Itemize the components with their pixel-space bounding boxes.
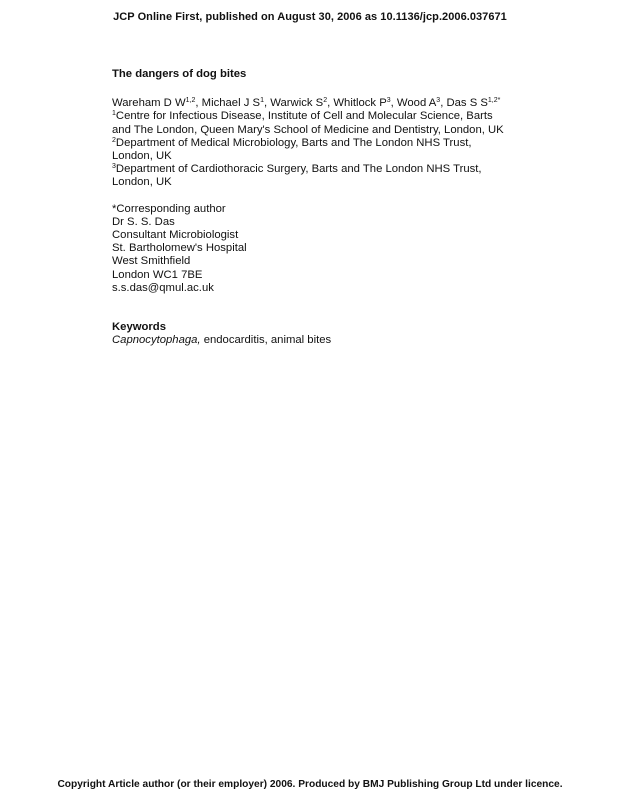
author-name: Michael J S: [201, 97, 261, 110]
author-list: Wareham D W$^{1,2}$, Michael J $S^1$, Warwick $S^2$, Whitlock $P^3$, Wood $A^3$, Das S $S^{1,2*}$: [112, 97, 501, 110]
corresponding-author-role: Consultant Microbiologist: [112, 229, 239, 242]
author-name: Whitlock P: [333, 97, 387, 110]
keywords-list: [112, 334, 512, 347]
corresponding-author-city: London WC1 7BE: [112, 268, 203, 281]
author-affiliation-marker: 3: [436, 97, 441, 105]
affiliation-2: [112, 137, 512, 163]
author-name: Wareham D W: [112, 97, 186, 110]
author-affiliation-marker: 1,2*: [487, 97, 501, 105]
article-title: The dangers of dog bites: [112, 68, 247, 80]
author-name: Wood A: [396, 97, 437, 110]
author-affiliation-marker: 1,2: [185, 97, 196, 105]
article-front-matter: [112, 68, 512, 347]
affiliation-3: [112, 163, 512, 189]
author-name: Das S S: [446, 97, 488, 110]
affiliation-text: Centre for Infectious Disease, Institute of Cell and Molecular Science, Barts and The London, Queen Mary's School of Medicine and Dentistry, London, UK: [112, 110, 504, 136]
author-name: Warwick S: [270, 97, 324, 110]
affiliation-number: 2: [112, 136, 116, 144]
affiliation-1: [112, 110, 512, 136]
journal-header: JCP Online First, published on August 30, 2006 as 10.1136/jcp.2006.037671: [113, 11, 507, 23]
author-affiliation-marker: 2: [323, 97, 328, 105]
keywords-heading: Keywords: [112, 321, 166, 334]
affiliation-text: Department of Cardiothoracic Surgery, Barts and The London NHS Trust, London, UK: [112, 163, 482, 189]
keyword-rest: endocarditis, animal bites: [200, 334, 332, 347]
corresponding-author-hospital: St. Bartholomew's Hospital: [112, 242, 247, 255]
affiliation-number: 1: [112, 110, 116, 118]
copyright-footer: Copyright Article author (or their employer) 2006. Produced by BMJ Publishing Group Ltd under licence.: [57, 779, 563, 790]
corresponding-author-label: *Corresponding author: [112, 202, 226, 215]
author-affiliation-marker: 1: [260, 97, 264, 105]
keyword-italic: Capnocytophaga,: [112, 334, 201, 347]
corresponding-author-email: s.s.das@qmul.ac.uk: [112, 281, 214, 294]
corresponding-author-street: West Smithfield: [112, 255, 191, 268]
author-affiliation-marker: 3: [386, 97, 391, 105]
affiliation-text: Department of Medical Microbiology, Barts and The London NHS Trust, London, UK: [112, 136, 472, 163]
affiliation-number: 3: [112, 163, 116, 171]
corresponding-author-name: Dr S. S. Das: [112, 215, 175, 228]
correspondence-block: [112, 203, 512, 295]
